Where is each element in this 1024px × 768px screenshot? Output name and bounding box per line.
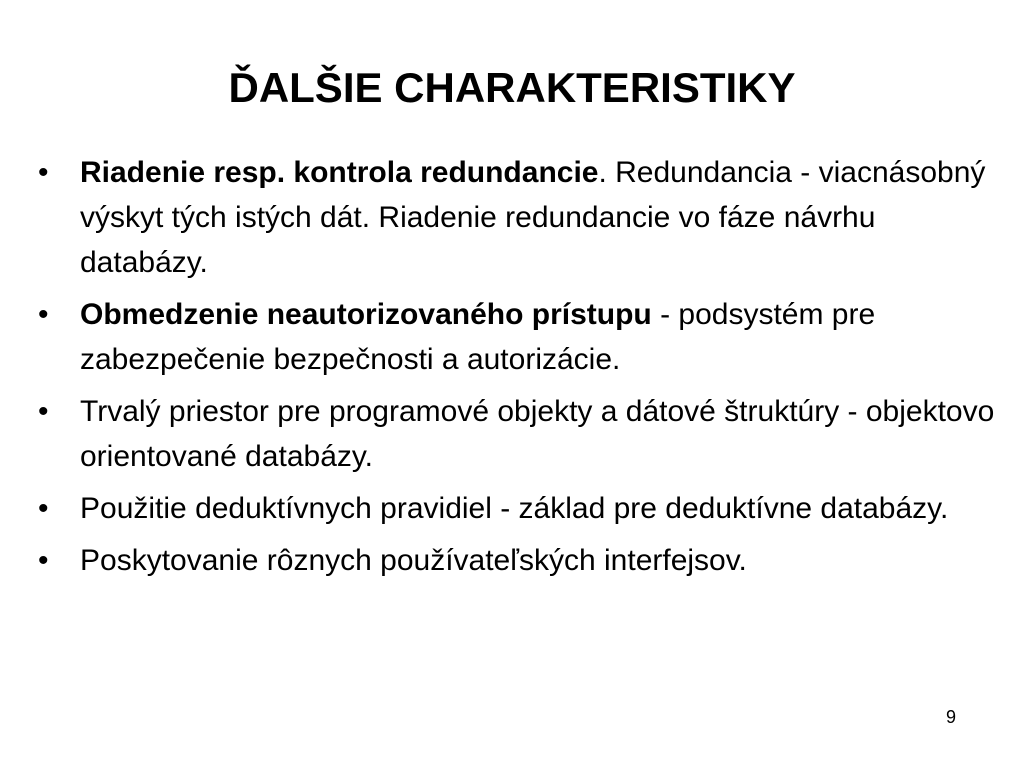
page-number: 9 (946, 707, 957, 727)
bullet-item (32, 486, 997, 531)
slide-title: ĎALŠIE CHARAKTERISTIKY (228, 64, 796, 111)
bullet-dot: • (38, 298, 49, 331)
bullet-text: Použitie deduktívnych pravidiel - základ pre deduktívne databázy. (80, 492, 949, 525)
bullet-bold-lead: Obmedzenie neautorizovaného prístupu (80, 298, 652, 331)
bullet-dot: • (38, 156, 49, 189)
bullet-text: Trvalý priestor pre programové objekty a dátové štruktúry - objektovo orientované databázy. (80, 395, 995, 473)
bullet-text: - podsystém pre zabezpečenie bezpečnosti a autorizácie. (80, 298, 876, 376)
bullet-dot: • (38, 395, 49, 428)
bullet-dot: • (38, 492, 49, 525)
bullet-item (32, 538, 997, 583)
bullet-dot: • (38, 544, 49, 577)
bullet-text: . Redundancia - viacnásobný výskyt tých istých dát. Riadenie redundancie vo fáze návrhu databázy. (80, 156, 986, 279)
bullet-item (32, 389, 997, 479)
bullet-list (32, 150, 997, 590)
bullet-text: Poskytovanie rôznych používateľských interfejsov. (80, 544, 747, 577)
bullet-bold-lead: Riadenie resp. kontrola redundancie (80, 156, 599, 189)
bullet-item (32, 292, 997, 382)
bullet-item (32, 150, 997, 285)
